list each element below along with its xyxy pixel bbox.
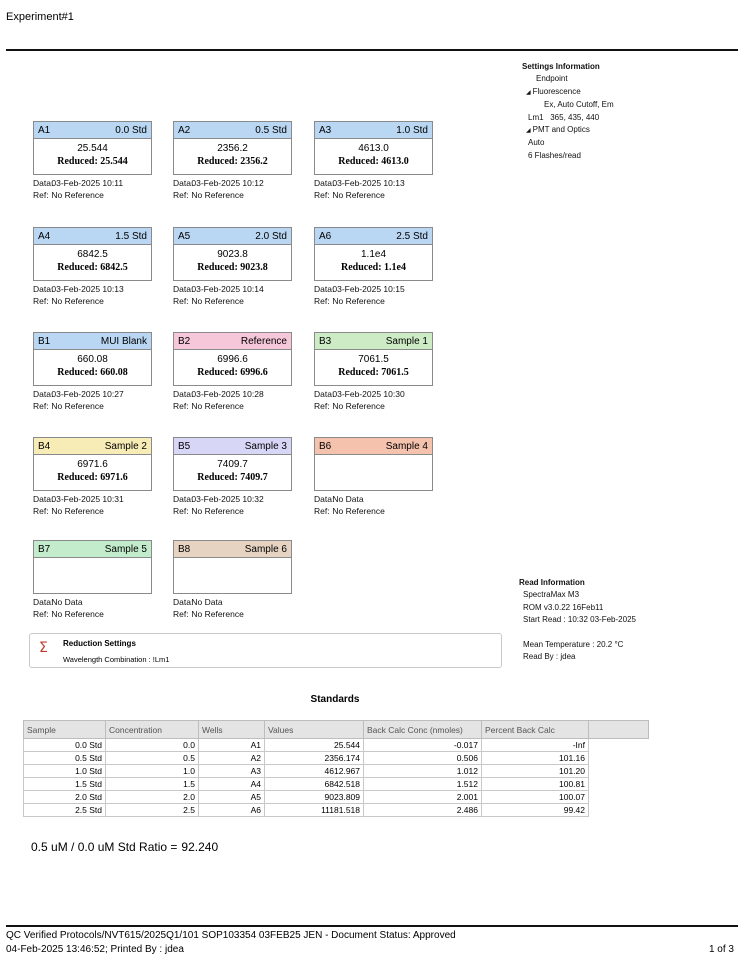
well-label: 2.0 Std bbox=[255, 230, 287, 242]
well-box bbox=[314, 437, 433, 491]
table-cell: 2.5 Std bbox=[24, 804, 106, 817]
well-card-b2 bbox=[173, 332, 292, 412]
table-cell: 1.5 bbox=[106, 778, 199, 791]
read-info-rom: ROM v3.0.22 16Feb11 bbox=[523, 602, 604, 612]
well-id: B2 bbox=[178, 335, 191, 347]
standards-column-header[interactable]: Percent Back Calc bbox=[482, 721, 589, 739]
standards-header-filler bbox=[589, 721, 649, 739]
well-header bbox=[174, 122, 291, 139]
well-value: 7061.5 bbox=[358, 354, 389, 365]
well-data-row bbox=[173, 284, 292, 296]
well-id: B1 bbox=[38, 335, 51, 347]
table-filler-cell bbox=[589, 752, 649, 765]
well-ref-row bbox=[33, 296, 152, 308]
well-reduced: Reduced: 6996.6 bbox=[197, 367, 268, 378]
table-cell: -0.017 bbox=[364, 739, 482, 752]
read-info-temperature: Mean Temperature : 20.2 °C bbox=[523, 639, 624, 649]
well-ref-value: No Reference bbox=[332, 189, 385, 200]
well-ref-row bbox=[173, 296, 292, 308]
table-cell: 0.0 Std bbox=[24, 739, 106, 752]
table-filler-cell bbox=[589, 778, 649, 791]
reduction-title: Reduction Settings bbox=[63, 639, 136, 648]
well-box bbox=[33, 437, 152, 491]
well-ref-label: Ref: bbox=[314, 189, 330, 200]
table-cell: 100.81 bbox=[482, 778, 589, 791]
well-card-b7 bbox=[33, 540, 152, 620]
footer-print-info: 04-Feb-2025 13:46:52; Printed By : jdea bbox=[6, 944, 184, 955]
table-cell: 25.544 bbox=[265, 739, 364, 752]
well-card-b6 bbox=[314, 437, 433, 517]
settings-lm-label: Lm1 bbox=[528, 112, 544, 122]
table-cell: 2.0 bbox=[106, 791, 199, 804]
well-id: A1 bbox=[38, 124, 51, 136]
well-ref-row bbox=[33, 401, 152, 413]
well-reduced: Reduced: 660.08 bbox=[57, 367, 128, 378]
well-label: Sample 2 bbox=[104, 440, 147, 452]
well-data-value: 03-Feb-2025 10:14 bbox=[191, 284, 264, 294]
well-card-a6 bbox=[314, 227, 433, 307]
table-cell: 1.0 bbox=[106, 765, 199, 778]
table-filler-cell bbox=[589, 804, 649, 817]
table-cell: 2.001 bbox=[364, 791, 482, 804]
table-cell: A5 bbox=[199, 791, 265, 804]
well-value: 660.08 bbox=[77, 354, 108, 365]
well-meta bbox=[314, 284, 433, 307]
well-value: 6842.5 bbox=[77, 249, 108, 260]
well-meta bbox=[173, 494, 292, 517]
well-reduced: Reduced: 9023.8 bbox=[197, 262, 268, 273]
well-header bbox=[315, 122, 432, 139]
settings-fluorescence: Fluorescence bbox=[532, 86, 581, 96]
well-data-row bbox=[173, 389, 292, 401]
table-cell: 99.42 bbox=[482, 804, 589, 817]
well-data-row bbox=[314, 178, 433, 190]
well-meta bbox=[33, 389, 152, 412]
well-box bbox=[173, 332, 292, 386]
well-meta bbox=[33, 284, 152, 307]
well-value: 2356.2 bbox=[217, 143, 248, 154]
well-data-label: Data: bbox=[314, 178, 335, 188]
well-box bbox=[173, 540, 292, 594]
well-label: Sample 1 bbox=[385, 335, 428, 347]
well-data-row bbox=[173, 494, 292, 506]
well-ref-row bbox=[33, 190, 152, 202]
standards-column-header[interactable]: Sample bbox=[24, 721, 106, 739]
well-reduced: Reduced: 4613.0 bbox=[338, 156, 409, 167]
table-cell: 4612.967 bbox=[265, 765, 364, 778]
footer-divider bbox=[6, 925, 738, 927]
well-header bbox=[174, 228, 291, 245]
well-label: 1.5 Std bbox=[115, 230, 147, 242]
well-label: Sample 5 bbox=[104, 543, 147, 555]
standards-column-header[interactable]: Values bbox=[265, 721, 364, 739]
well-data-value: 03-Feb-2025 10:31 bbox=[51, 494, 124, 504]
well-reduced: Reduced: 7409.7 bbox=[197, 472, 268, 483]
well-box bbox=[173, 437, 292, 491]
well-data-label: Data: bbox=[33, 597, 54, 607]
well-ref-value: No Reference bbox=[51, 400, 104, 411]
well-data-row bbox=[33, 494, 152, 506]
well-card-b4 bbox=[33, 437, 152, 517]
well-value: 1.1e4 bbox=[360, 249, 387, 260]
well-card-b3 bbox=[314, 332, 433, 412]
table-cell: A3 bbox=[199, 765, 265, 778]
well-reduced: Reduced: 6842.5 bbox=[57, 262, 128, 273]
std-ratio-value: 92.240 bbox=[181, 840, 219, 854]
well-box bbox=[173, 227, 292, 281]
well-value: 6996.6 bbox=[217, 354, 248, 365]
well-meta bbox=[173, 284, 292, 307]
table-row[interactable] bbox=[24, 739, 649, 752]
well-header bbox=[174, 438, 291, 455]
well-id: B5 bbox=[178, 440, 191, 452]
well-meta bbox=[33, 178, 152, 201]
well-ref-row bbox=[173, 190, 292, 202]
well-label: Sample 4 bbox=[385, 440, 428, 452]
std-ratio-label: 0.5 uM / 0.0 uM Std Ratio = bbox=[31, 840, 178, 854]
table-filler-cell bbox=[589, 739, 649, 752]
table-cell: A2 bbox=[199, 752, 265, 765]
reduction-settings-panel bbox=[29, 633, 502, 668]
read-info-read-by: Read By : jdea bbox=[523, 652, 576, 662]
well-box bbox=[314, 332, 433, 386]
well-data-value: No Data bbox=[191, 597, 223, 607]
table-cell: 1.512 bbox=[364, 778, 482, 791]
well-ref-label: Ref: bbox=[33, 400, 49, 411]
table-cell: A4 bbox=[199, 778, 265, 791]
well-id: B6 bbox=[319, 440, 332, 452]
table-cell: 2.5 bbox=[106, 804, 199, 817]
well-label: 1.0 Std bbox=[396, 124, 428, 136]
well-header bbox=[174, 541, 291, 558]
table-cell: 100.07 bbox=[482, 791, 589, 804]
well-data-row bbox=[33, 597, 152, 609]
well-data-row bbox=[173, 178, 292, 190]
well-box bbox=[173, 121, 292, 175]
reduction-wavelength: Wavelength Combination : !Lm1 bbox=[63, 655, 170, 664]
settings-ex-em: Ex, Auto Cutoff, Em bbox=[544, 100, 614, 110]
well-card-b5 bbox=[173, 437, 292, 517]
well-ref-label: Ref: bbox=[33, 189, 49, 200]
well-reduced: Reduced: 2356.2 bbox=[197, 156, 268, 167]
sigma-icon: Σ bbox=[39, 640, 48, 656]
well-ref-row bbox=[314, 190, 433, 202]
well-box bbox=[33, 227, 152, 281]
well-data-value: 03-Feb-2025 10:32 bbox=[191, 494, 264, 504]
well-header bbox=[34, 541, 151, 558]
well-id: A3 bbox=[319, 124, 332, 136]
well-header bbox=[34, 438, 151, 455]
settings-mode: Endpoint bbox=[536, 74, 568, 84]
well-ref-value: No Reference bbox=[191, 295, 244, 306]
well-meta bbox=[314, 389, 433, 412]
well-data-label: Data: bbox=[314, 494, 335, 504]
table-cell: A6 bbox=[199, 804, 265, 817]
table-cell: 2.0 Std bbox=[24, 791, 106, 804]
table-cell: 2356.174 bbox=[265, 752, 364, 765]
standards-body bbox=[24, 739, 649, 817]
well-value: 6971.6 bbox=[77, 459, 108, 470]
table-row[interactable] bbox=[24, 778, 649, 791]
table-cell: 1.0 Std bbox=[24, 765, 106, 778]
well-reduced: Reduced: 7061.5 bbox=[338, 367, 409, 378]
standards-table bbox=[23, 720, 649, 817]
table-cell: A1 bbox=[199, 739, 265, 752]
well-label: Sample 3 bbox=[244, 440, 287, 452]
well-label: MUI Blank bbox=[100, 335, 147, 347]
well-meta bbox=[314, 178, 433, 201]
well-meta bbox=[173, 597, 292, 620]
well-box bbox=[314, 227, 433, 281]
well-box bbox=[33, 540, 152, 594]
well-data-value: 03-Feb-2025 10:27 bbox=[51, 389, 124, 399]
table-cell: 0.506 bbox=[364, 752, 482, 765]
well-ref-label: Ref: bbox=[173, 189, 189, 200]
well-id: B3 bbox=[319, 335, 332, 347]
well-meta bbox=[33, 494, 152, 517]
well-meta bbox=[173, 389, 292, 412]
well-data-value: 03-Feb-2025 10:13 bbox=[51, 284, 124, 294]
std-ratio bbox=[31, 840, 218, 854]
table-row[interactable] bbox=[24, 765, 649, 778]
well-ref-row bbox=[173, 401, 292, 413]
well-ref-value: No Reference bbox=[191, 400, 244, 411]
well-header bbox=[315, 228, 432, 245]
table-cell: 2.486 bbox=[364, 804, 482, 817]
well-ref-value: No Reference bbox=[332, 505, 385, 516]
well-ref-label: Ref: bbox=[33, 295, 49, 306]
table-cell: 0.5 Std bbox=[24, 752, 106, 765]
well-ref-label: Ref: bbox=[173, 608, 189, 619]
well-data-row bbox=[173, 597, 292, 609]
well-data-row bbox=[33, 389, 152, 401]
well-ref-value: No Reference bbox=[51, 505, 104, 516]
well-data-row bbox=[314, 389, 433, 401]
well-data-value: 03-Feb-2025 10:11 bbox=[51, 178, 124, 188]
settings-pmt-group bbox=[522, 124, 614, 137]
well-ref-label: Ref: bbox=[33, 505, 49, 516]
well-ref-label: Ref: bbox=[173, 505, 189, 516]
standards-column-header[interactable]: Concentration bbox=[106, 721, 199, 739]
table-cell: 0.5 bbox=[106, 752, 199, 765]
well-ref-row bbox=[314, 506, 433, 518]
well-ref-row bbox=[173, 506, 292, 518]
well-meta bbox=[314, 494, 433, 517]
well-data-row bbox=[314, 284, 433, 296]
well-data-label: Data: bbox=[33, 389, 54, 399]
well-data-label: Data: bbox=[173, 389, 194, 399]
well-label: Sample 6 bbox=[244, 543, 287, 555]
well-card-b1 bbox=[33, 332, 152, 412]
well-ref-label: Ref: bbox=[33, 608, 49, 619]
well-card-a1 bbox=[33, 121, 152, 201]
well-card-a4 bbox=[33, 227, 152, 307]
table-filler-cell bbox=[589, 765, 649, 778]
well-ref-row bbox=[33, 609, 152, 621]
well-ref-row bbox=[314, 296, 433, 308]
table-cell: -Inf bbox=[482, 739, 589, 752]
settings-title: Settings Information bbox=[522, 62, 600, 71]
well-label: 2.5 Std bbox=[396, 230, 428, 242]
well-ref-value: No Reference bbox=[332, 295, 385, 306]
well-ref-value: No Reference bbox=[191, 608, 244, 619]
collapse-triangle-icon: ◢ bbox=[526, 89, 531, 96]
well-value: 9023.8 bbox=[217, 249, 248, 260]
table-cell: 1.012 bbox=[364, 765, 482, 778]
well-label: 0.0 Std bbox=[115, 124, 147, 136]
well-data-label: Data: bbox=[173, 178, 194, 188]
table-cell: 0.0 bbox=[106, 739, 199, 752]
settings-fluorescence-group bbox=[522, 86, 614, 99]
well-header bbox=[34, 228, 151, 245]
well-ref-value: No Reference bbox=[191, 505, 244, 516]
well-value: 4613.0 bbox=[358, 143, 389, 154]
table-row[interactable] bbox=[24, 804, 649, 817]
table-cell: 101.20 bbox=[482, 765, 589, 778]
standards-column-header[interactable]: Back Calc Conc (nmoles) bbox=[364, 721, 482, 739]
well-data-row bbox=[314, 494, 433, 506]
well-ref-value: No Reference bbox=[51, 608, 104, 619]
well-data-value: No Data bbox=[332, 494, 364, 504]
well-data-value: 03-Feb-2025 10:13 bbox=[332, 178, 405, 188]
well-data-row bbox=[33, 178, 152, 190]
well-data-value: No Data bbox=[51, 597, 83, 607]
well-id: A5 bbox=[178, 230, 191, 242]
well-data-value: 03-Feb-2025 10:12 bbox=[191, 178, 264, 188]
well-data-label: Data: bbox=[173, 284, 194, 294]
well-header bbox=[34, 333, 151, 350]
top-divider bbox=[6, 49, 738, 51]
table-cell: 6842.518 bbox=[265, 778, 364, 791]
well-ref-label: Ref: bbox=[314, 400, 330, 411]
well-ref-value: No Reference bbox=[51, 189, 104, 200]
well-card-a2 bbox=[173, 121, 292, 201]
settings-auto: Auto bbox=[528, 138, 545, 148]
well-data-label: Data: bbox=[33, 494, 54, 504]
well-box bbox=[314, 121, 433, 175]
footer-document-status: QC Verified Protocols/NVT615/2025Q1/101 SOP103354 03FEB25 JEN - Document Status: Approved bbox=[6, 930, 456, 941]
settings-pmt: PMT and Optics bbox=[532, 125, 590, 135]
read-information bbox=[519, 577, 636, 663]
well-label: 0.5 Std bbox=[255, 124, 287, 136]
well-data-label: Data: bbox=[33, 178, 54, 188]
well-ref-label: Ref: bbox=[314, 295, 330, 306]
read-info-instrument: SpectraMax M3 bbox=[523, 590, 580, 600]
well-ref-value: No Reference bbox=[332, 400, 385, 411]
read-info-start: Start Read : 10:32 03-Feb-2025 bbox=[523, 615, 636, 625]
well-card-a3 bbox=[314, 121, 433, 201]
well-box bbox=[33, 332, 152, 386]
well-meta bbox=[33, 597, 152, 620]
well-header bbox=[315, 438, 432, 455]
well-ref-value: No Reference bbox=[51, 295, 104, 306]
well-reduced: Reduced: 1.1e4 bbox=[341, 262, 406, 273]
well-ref-label: Ref: bbox=[173, 400, 189, 411]
table-cell: 9023.809 bbox=[265, 791, 364, 804]
well-data-label: Data: bbox=[173, 494, 194, 504]
footer-page-number: 1 of 3 bbox=[708, 944, 734, 955]
well-ref-row bbox=[33, 506, 152, 518]
table-cell: 11181.518 bbox=[265, 804, 364, 817]
well-card-b8 bbox=[173, 540, 292, 620]
well-header bbox=[34, 122, 151, 139]
well-data-value: 03-Feb-2025 10:15 bbox=[332, 284, 405, 294]
well-id: A4 bbox=[38, 230, 51, 242]
standards-column-header[interactable]: Wells bbox=[199, 721, 265, 739]
well-label: Reference bbox=[240, 335, 287, 347]
well-ref-value: No Reference bbox=[191, 189, 244, 200]
well-data-value: 03-Feb-2025 10:30 bbox=[332, 389, 405, 399]
well-data-label: Data: bbox=[173, 597, 194, 607]
table-row[interactable] bbox=[24, 791, 649, 804]
well-ref-label: Ref: bbox=[173, 295, 189, 306]
table-row[interactable] bbox=[24, 752, 649, 765]
table-cell: 101.16 bbox=[482, 752, 589, 765]
well-id: B8 bbox=[178, 543, 191, 555]
well-reduced: Reduced: 6971.6 bbox=[57, 472, 128, 483]
experiment-title: Experiment#1 bbox=[6, 11, 74, 23]
settings-lm-values: 365, 435, 440 bbox=[550, 112, 600, 122]
well-id: A6 bbox=[319, 230, 332, 242]
well-ref-row bbox=[173, 609, 292, 621]
well-ref-label: Ref: bbox=[314, 505, 330, 516]
well-data-value: 03-Feb-2025 10:28 bbox=[191, 389, 264, 399]
well-id: B7 bbox=[38, 543, 51, 555]
well-header bbox=[315, 333, 432, 350]
well-header bbox=[174, 333, 291, 350]
standards-title: Standards bbox=[310, 694, 360, 705]
well-id: A2 bbox=[178, 124, 191, 136]
standards-header-row bbox=[24, 721, 649, 739]
settings-flashes: 6 Flashes/read bbox=[528, 150, 581, 160]
table-filler-cell bbox=[589, 791, 649, 804]
well-id: B4 bbox=[38, 440, 51, 452]
table-cell: 1.5 Std bbox=[24, 778, 106, 791]
collapse-triangle-icon: ◢ bbox=[526, 128, 531, 135]
well-data-row bbox=[33, 284, 152, 296]
well-data-label: Data: bbox=[314, 389, 335, 399]
read-info-title: Read Information bbox=[519, 578, 585, 587]
well-meta bbox=[173, 178, 292, 201]
settings-lm-row bbox=[522, 112, 614, 124]
well-data-label: Data: bbox=[33, 284, 54, 294]
well-ref-row bbox=[314, 401, 433, 413]
well-reduced: Reduced: 25.544 bbox=[57, 156, 128, 167]
well-value: 25.544 bbox=[77, 143, 108, 154]
well-value: 7409.7 bbox=[217, 459, 248, 470]
well-data-label: Data: bbox=[314, 284, 335, 294]
well-box bbox=[33, 121, 152, 175]
well-card-a5 bbox=[173, 227, 292, 307]
settings-information bbox=[522, 61, 614, 162]
